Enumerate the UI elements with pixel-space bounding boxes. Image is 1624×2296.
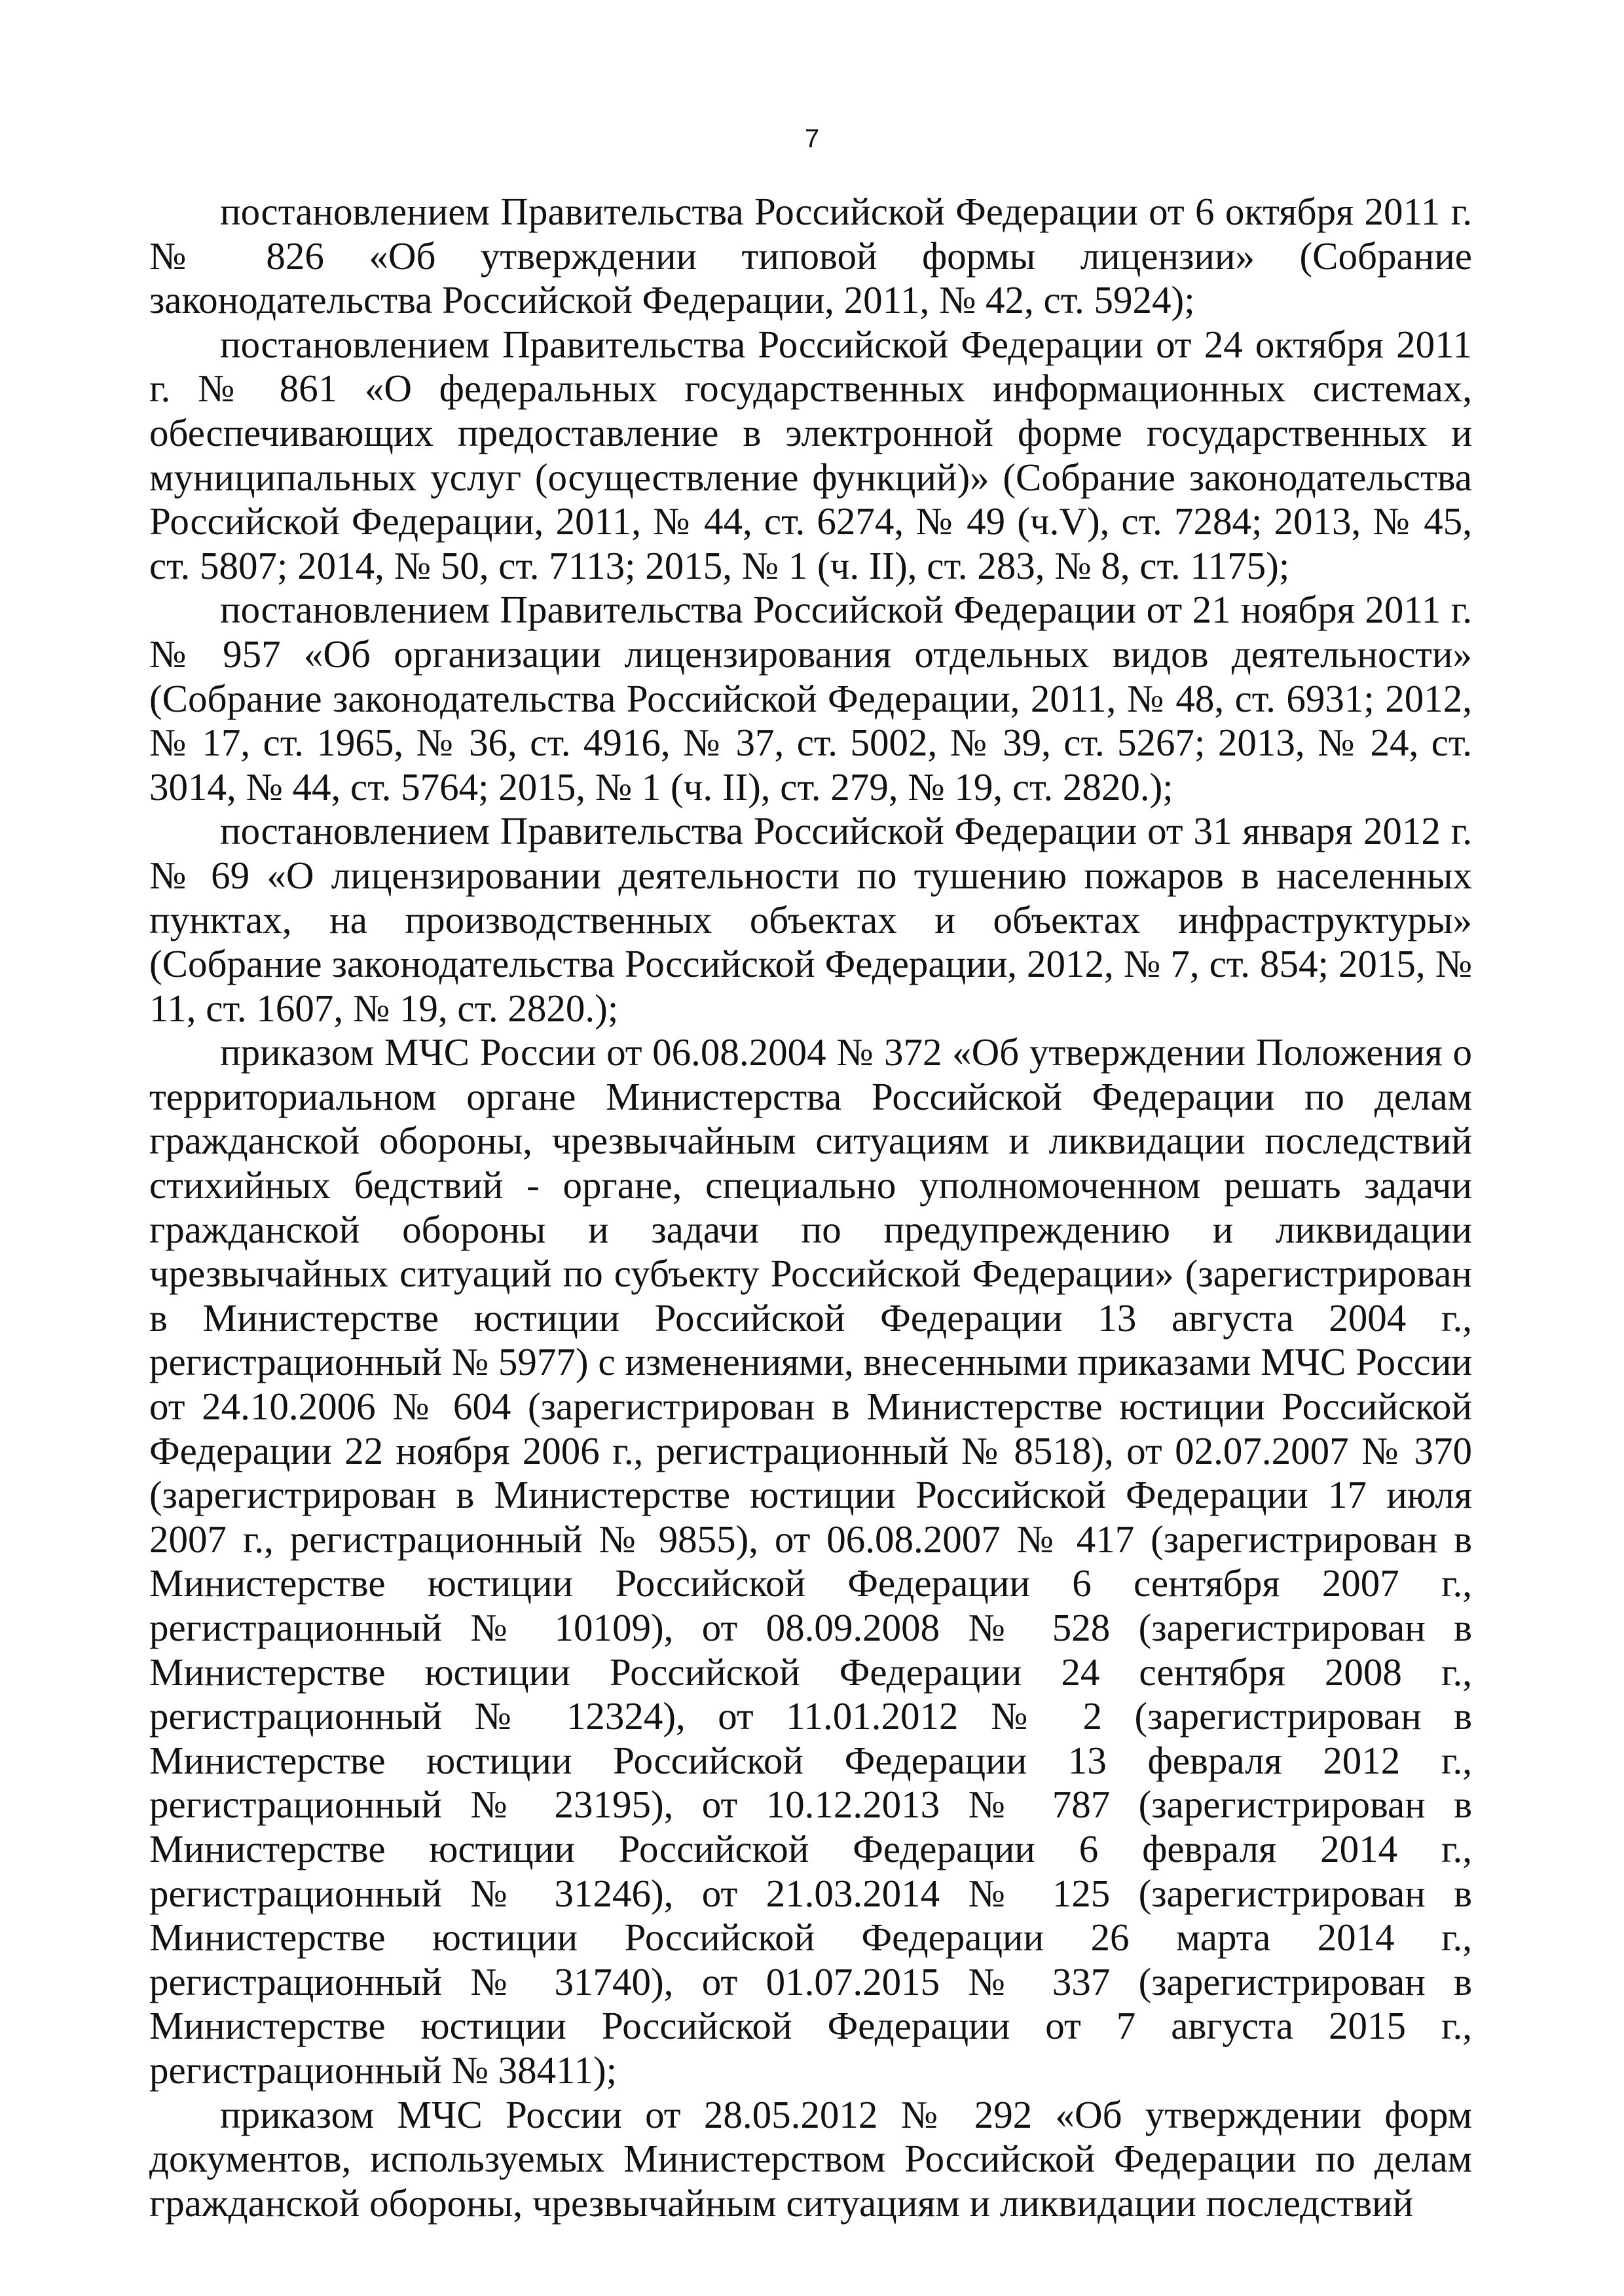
paragraph-order-292: приказом МЧС России от 28.05.2012 № 292 «Об утверждении форм документов, используемых Министерством Российской Федерации по делам гражданской обороны, чрезвычайным ситуациям и ликвидации последствий (149, 2092, 1472, 2225)
paragraph-order-372: приказом МЧС России от 06.08.2004 № 372 «Об утверждении Положения о территориальном органе Министерства Российской Федерации по делам гражданской обороны, чрезвычайным ситуациям и ликвидации последствий стихийных бедствий - органе, специально уполномоченном решать задачи гражданской обороны и задачи по предупреждению и ликвидации чрезвычайных ситуаций по субъекту Российской Федерации» (зарегистрирован в Министерстве юстиции Российской Федерации 13 августа 2004 г., регистрационный № 5977) с изменениями, внесенными приказами МЧС России от 24.10.2006 № 604 (зарегистрирован в Министерстве юстиции Российской Федерации 22 ноября 2006 г., регистрационный № 8518), от 02.07.2007 № 370 (зарегистрирован в Министерстве юстиции Российской Федерации 17 июля 2007 г., регистрационный № 9855), от 06.08.2007 № 417 (зарегистрирован в Министерстве юстиции Российской Федерации 6 сентября 2007 г., регистрационный № 10109), от 08.09.2008 № 528 (зарегистрирован в Министерстве юстиции Российской Федерации 24 сентября 2008 г., регистрационный № 12324), от 11.01.2012 № 2 (зарегистрирован в Министерстве юстиции Российской Федерации 13 февраля 2012 г., регистрационный № 23195), от 10.12.2013 № 787 (зарегистрирован в Министерстве юстиции Российской Федерации 6 февраля 2014 г., регистрационный № 31246), от 21.03.2014 № 125 (зарегистрирован в Министерстве юстиции Российской Федерации 26 марта 2014 г., регистрационный № 31740), от 01.07.2015 № 337 (зарегистрирован в Министерстве юстиции Российской Федерации от 7 августа 2015 г., регистрационный № 38411); (149, 1030, 1472, 2092)
paragraph-resolution-69: постановлением Правительства Российской Федерации от 31 января 2012 г. № 69 «О лицензировании деятельности по тушению пожаров в населенных пунктах, на производственных объектах и объектах инфраструктуры» (Собрание законодательства Российской Федерации, 2012, № 7, ст. 854; 2015, № 11, ст. 1607, № 19, ст. 2820.); (149, 809, 1472, 1030)
paragraph-resolution-861: постановлением Правительства Российской Федерации от 24 октября 2011 г. № 861 «О федеральных государственных информационных системах, обеспечивающих предоставление в электронной форме государственных и муниципальных услуг (осуществление функций)» (Собрание законодательства Российской Федерации, 2011, № 44, ст. 6274, № 49 (ч.V), ст. 7284; 2013, № 45, ст. 5807; 2014, № 50, ст. 7113; 2015, № 1 (ч. II), ст. 283, № 8, ст. 1175); (149, 322, 1472, 587)
document-body (149, 190, 1472, 2225)
page-number: 7 (804, 124, 820, 153)
paragraph-resolution-957: постановлением Правительства Российской Федерации от 21 ноября 2011 г. № 957 «Об организации лицензирования отдельных видов деятельности» (Собрание законодательства Российской Федерации, 2011, № 48, ст. 6931; 2012, № 17, ст. 1965, № 36, ст. 4916, № 37, ст. 5002, № 39, ст. 5267; 2013, № 24, ст. 3014, № 44, ст. 5764; 2015, № 1 (ч. II), ст. 279, № 19, ст. 2820.); (149, 588, 1472, 809)
paragraph-resolution-826: постановлением Правительства Российской Федерации от 6 октября 2011 г. № 826 «Об утверждении типовой формы лицензии» (Собрание законодательства Российской Федерации, 2011, № 42, ст. 5924); (149, 190, 1472, 322)
